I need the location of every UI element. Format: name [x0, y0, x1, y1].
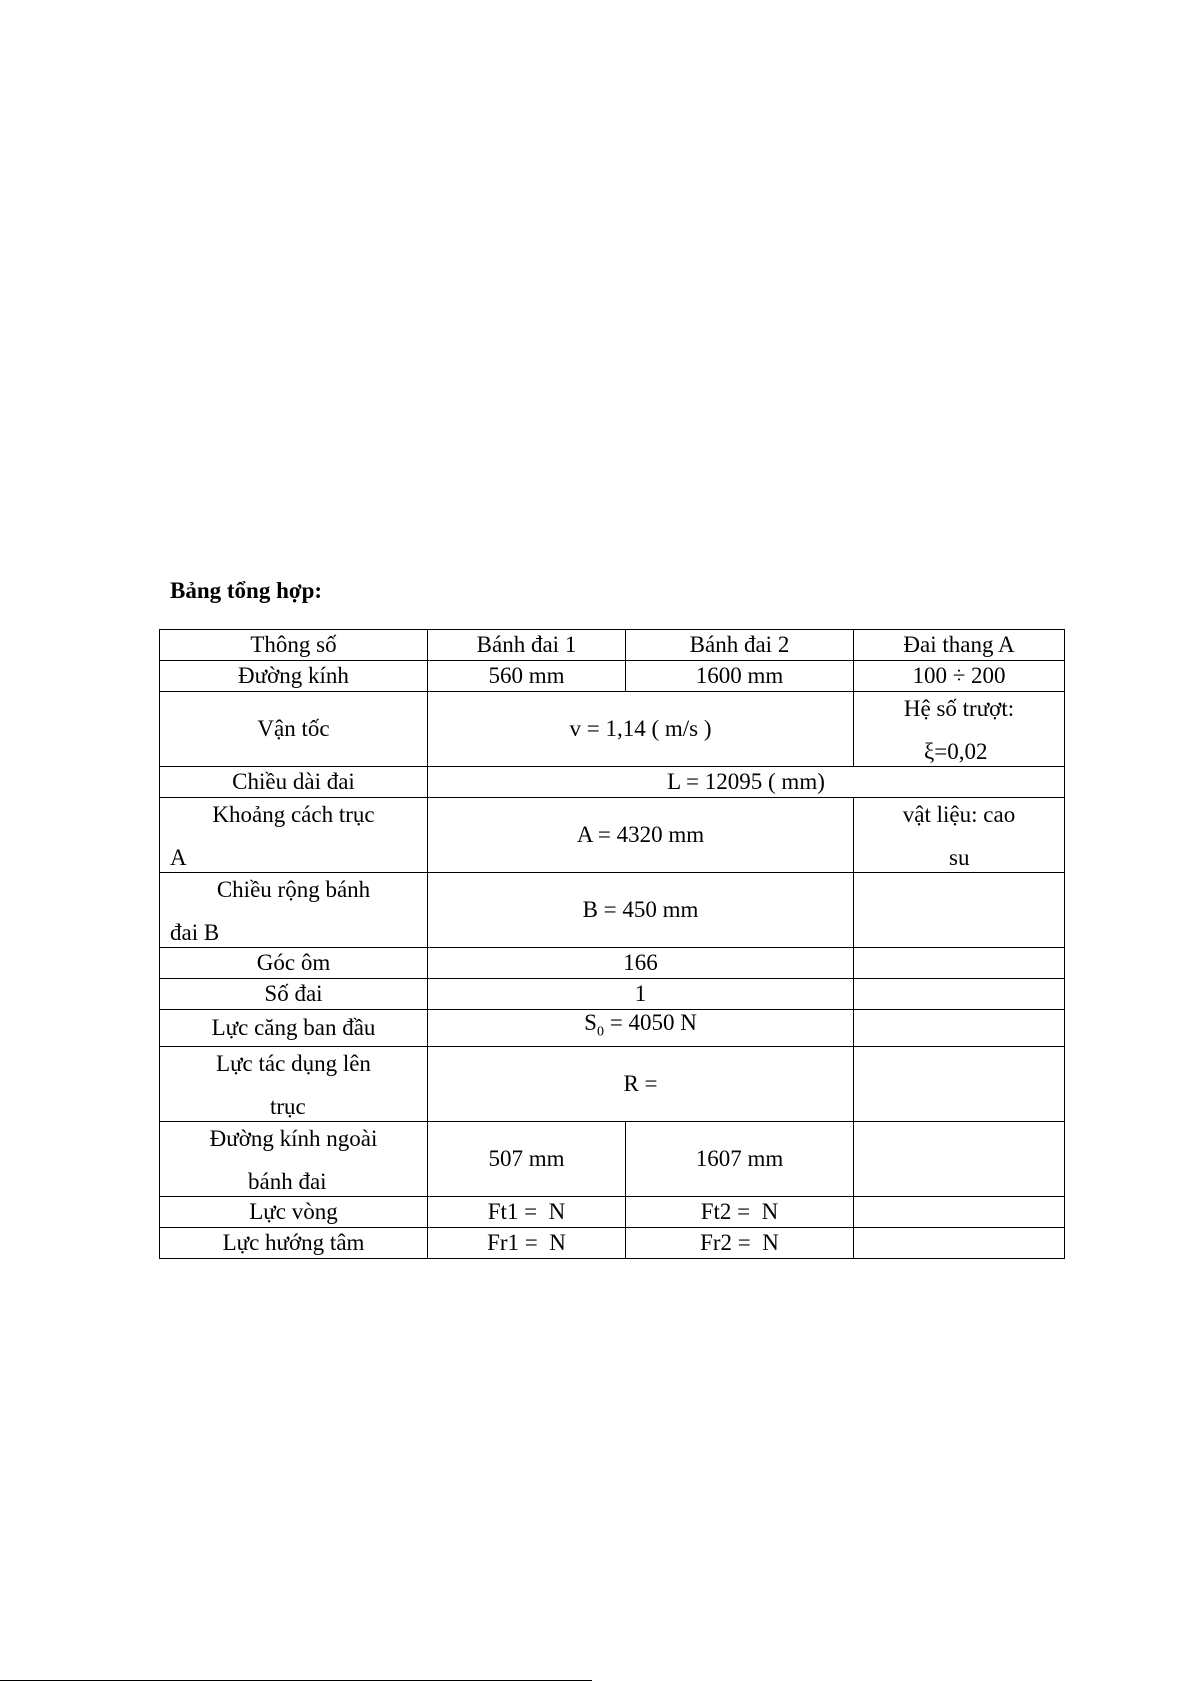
subscript: 0 [596, 1024, 604, 1040]
table-row [160, 873, 1065, 948]
label-line: Chiều rộng bánh [216, 877, 371, 902]
table-cell: 100 ÷ 200 [854, 661, 1065, 692]
footnote-separator [0, 1680, 592, 1681]
table-cell: R = [428, 1046, 854, 1121]
table-cell [854, 1010, 1065, 1047]
table-cell: 166 [428, 948, 854, 979]
table-row [160, 692, 1065, 767]
note-line: ξ=0,02 [924, 739, 988, 764]
table-row [160, 1010, 1065, 1047]
label-line: A [170, 845, 187, 870]
row-label [160, 1046, 428, 1121]
table-cell [854, 979, 1065, 1010]
table-row [160, 1046, 1065, 1121]
table-cell: 560 mm [428, 661, 626, 692]
table-cell: 507 mm [428, 1121, 626, 1196]
table-row [160, 798, 1065, 873]
table-row [160, 979, 1065, 1010]
row-label [160, 873, 428, 948]
row-label: Góc ôm [160, 948, 428, 979]
row-label: Số đai [160, 979, 428, 1010]
label-line: Đường kính ngoài [209, 1125, 378, 1151]
table-cell [854, 1227, 1065, 1258]
row-label: Đường kính [160, 661, 428, 692]
table-cell [854, 1196, 1065, 1227]
table-title: Bảng tổng hợp: [170, 578, 323, 603]
table-cell [854, 1121, 1065, 1196]
row-label [160, 798, 428, 873]
table-cell: Fr1 = N [428, 1227, 626, 1258]
table-cell: Ft2 = N [626, 1196, 854, 1227]
note-line: Hệ số trượt: [903, 696, 1015, 721]
table-cell: L = 12095 ( mm) [428, 767, 1065, 798]
header-cell: Bánh đai 2 [626, 630, 854, 661]
table-cell: Ft1 = N [428, 1196, 626, 1227]
row-label: Lực hướng tâm [160, 1227, 428, 1258]
table-cell: Fr2 = N [626, 1227, 854, 1258]
table-cell [854, 948, 1065, 979]
note-line: vật liệu: cao [902, 802, 1016, 827]
header-cell: Đai thang A [854, 630, 1065, 661]
table-cell: 1607 mm [626, 1121, 854, 1196]
table-header-row [160, 630, 1065, 661]
header-cell: Bánh đai 1 [428, 630, 626, 661]
row-label [160, 1121, 428, 1196]
table-cell [854, 798, 1065, 873]
table-row [160, 767, 1065, 798]
table-cell [854, 692, 1065, 767]
value-text: = 4050 N [603, 1010, 697, 1035]
table-cell: 1600 mm [626, 661, 854, 692]
table-row [160, 661, 1065, 692]
label-line: bánh đai [248, 1168, 327, 1194]
label-line: Khoảng cách trục [212, 802, 375, 827]
note-line: su [949, 845, 970, 870]
summary-table [159, 629, 1065, 1259]
table-cell: B = 450 mm [428, 873, 854, 948]
table-cell: A = 4320 mm [428, 798, 854, 873]
table-row [160, 1227, 1065, 1258]
table-cell [428, 1010, 854, 1047]
row-label: Lực căng ban đầu [160, 1010, 428, 1047]
row-label: Lực vòng [160, 1196, 428, 1227]
table-cell [854, 1046, 1065, 1121]
table-row [160, 948, 1065, 979]
row-label: Vận tốc [160, 692, 428, 767]
table-cell: v = 1,14 ( m/s ) [428, 692, 854, 767]
table-cell: 1 [428, 979, 854, 1010]
label-line: Lực tác dụng lên [216, 1050, 371, 1076]
table-row [160, 1196, 1065, 1227]
row-label: Chiều dài đai [160, 767, 428, 798]
table-row [160, 1121, 1065, 1196]
header-cell: Thông số [160, 630, 428, 661]
table-cell [854, 873, 1065, 948]
symbol: S [584, 1010, 597, 1035]
label-line: đai B [170, 920, 220, 945]
label-line: trục [270, 1093, 306, 1119]
